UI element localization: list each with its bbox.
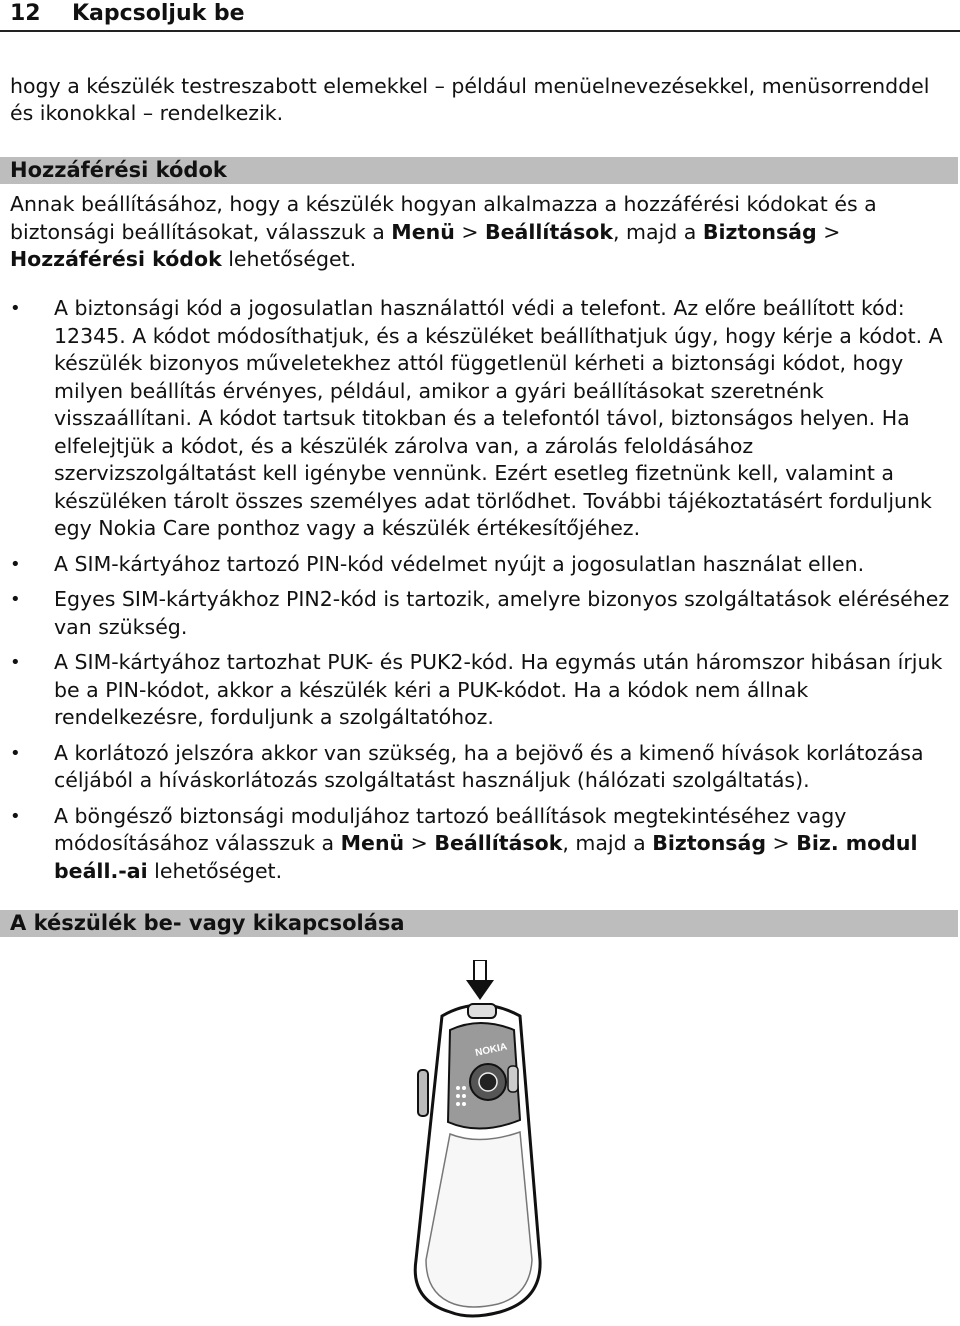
bullet-icon: • <box>10 805 21 827</box>
list-item <box>0 551 954 579</box>
menu-path-separator: > <box>766 831 797 855</box>
page-header <box>0 0 960 32</box>
bullet-text: A biztonsági kód a jogosulatlan használattól védi a telefont. Az előre beállított kód: 12345. A kódot módosíthatjuk, és a készüléket beállíthatjuk úgy, hogy kérje a kódot. A készülék bizonyos műveletekhez attól függetlenül kérheti a biztonsági kódot, hogy milyen beállítás érvényes, például, amikor a gyári beállításokat szeretnénk visszaállítani. A kódot tartsuk titokban és a telefontól távol, biztonságos helyen. Ha elfelejtjük a kódot, és a készülék zárolva van, a zárolás feloldásához szervizszolgáltatást kell igénybe vennünk. Ezért esetleg fizetnünk kell, valamint a készüléken tárolt összes személyes adat törlődhet. További tájékoztatásért forduljunk egy Nokia Care ponthoz vagy a készülék értékesítőjéhez. <box>54 296 943 540</box>
menu-path-settings: Beállítások <box>434 831 563 855</box>
bullet-text: Egyes SIM-kártyákhoz PIN2-kód is tartozik, amelyre bizonyos szolgáltatások eléréséhez van szükség. <box>54 587 950 639</box>
chapter-title: Kapcsoljuk be <box>72 1 245 26</box>
side-key <box>418 1070 428 1116</box>
intro-text: , majd a <box>613 219 703 244</box>
menu-path-separator: > <box>404 831 435 855</box>
section-heading-power: A készülék be- vagy kikapcsolása <box>0 910 958 937</box>
menu-path-menu: Menü <box>391 219 455 244</box>
bullet-text: A böngésző biztonsági moduljához tartozó beállítások megtekintéséhez vagy módosításához válasszuk a <box>54 803 847 855</box>
phone-logo: NOKIA <box>474 1041 509 1059</box>
bullet-icon: • <box>10 652 21 673</box>
bullet-icon: • <box>10 298 21 319</box>
bullet-text: A SIM-kártyához tartozhat PUK- és PUK2-kód. Ha egymás után háromszor hibásan írjuk be a PIN-kódot, akkor a készülék kéri a PUK-kódot. Ha a kódok nem állnak rendelkezésre, forduljunk a szolgáltatóhoz. <box>54 650 943 729</box>
menu-path-access-codes: Hozzáférési kódok <box>10 247 222 271</box>
list-item <box>0 586 954 641</box>
list-item <box>0 295 954 543</box>
bullet-text: , majd a <box>562 831 653 855</box>
bullet-icon: • <box>10 589 21 610</box>
bullet-text: A korlátozó jelszóra akkor van szükség, ha a bejövő és a kimenő hívások korlátozása céljából a híváskorlátozás szolgáltatást használjuk (hálózati szolgáltatás). <box>54 740 924 792</box>
bullet-text: A SIM-kártyához tartozó PIN-kód védelmet nyújt a jogosulatlan használat ellen. <box>54 551 865 576</box>
bullet-icon: • <box>10 742 21 764</box>
list-item <box>0 740 954 795</box>
menu-path-security: Biztonság <box>652 831 767 855</box>
intro-text: lehetőséget. <box>221 247 357 271</box>
list-item <box>0 649 954 732</box>
bullet-icon: • <box>10 553 21 575</box>
list-item <box>0 803 954 886</box>
page-number: 12 <box>10 1 41 26</box>
phone-power-key-icon <box>380 960 580 1322</box>
bullet-list <box>0 295 960 893</box>
menu-path-security: Biztonság <box>702 219 817 244</box>
menu-path-separator: > <box>454 219 486 244</box>
intro-text: Annak beállításához, hogy a készülék hogyan alkalmazza a hozzáférési kódokat és a biztonsági beállításokat, válasszuk a <box>10 192 877 244</box>
arrow-down-icon <box>466 960 494 1000</box>
menu-path-separator: > <box>816 219 841 244</box>
intro-paragraph: hogy a készülék testreszabott elemekkel – például menüelnevezésekkel, menüsorrenddel és ikonokkal – rendelkezik. <box>10 74 930 125</box>
section-heading-access-codes: Hozzáférési kódok <box>0 157 958 184</box>
power-key <box>468 1004 496 1018</box>
section-intro-paragraph <box>10 191 955 274</box>
bullet-text: lehetőséget. <box>147 858 283 883</box>
menu-path-settings: Beállítások <box>485 219 614 244</box>
menu-path-menu: Menü <box>340 831 405 855</box>
phone-power-key-illustration <box>380 960 580 1322</box>
menu-path-security-module: Biz. modul beáll.-ai <box>54 831 918 883</box>
